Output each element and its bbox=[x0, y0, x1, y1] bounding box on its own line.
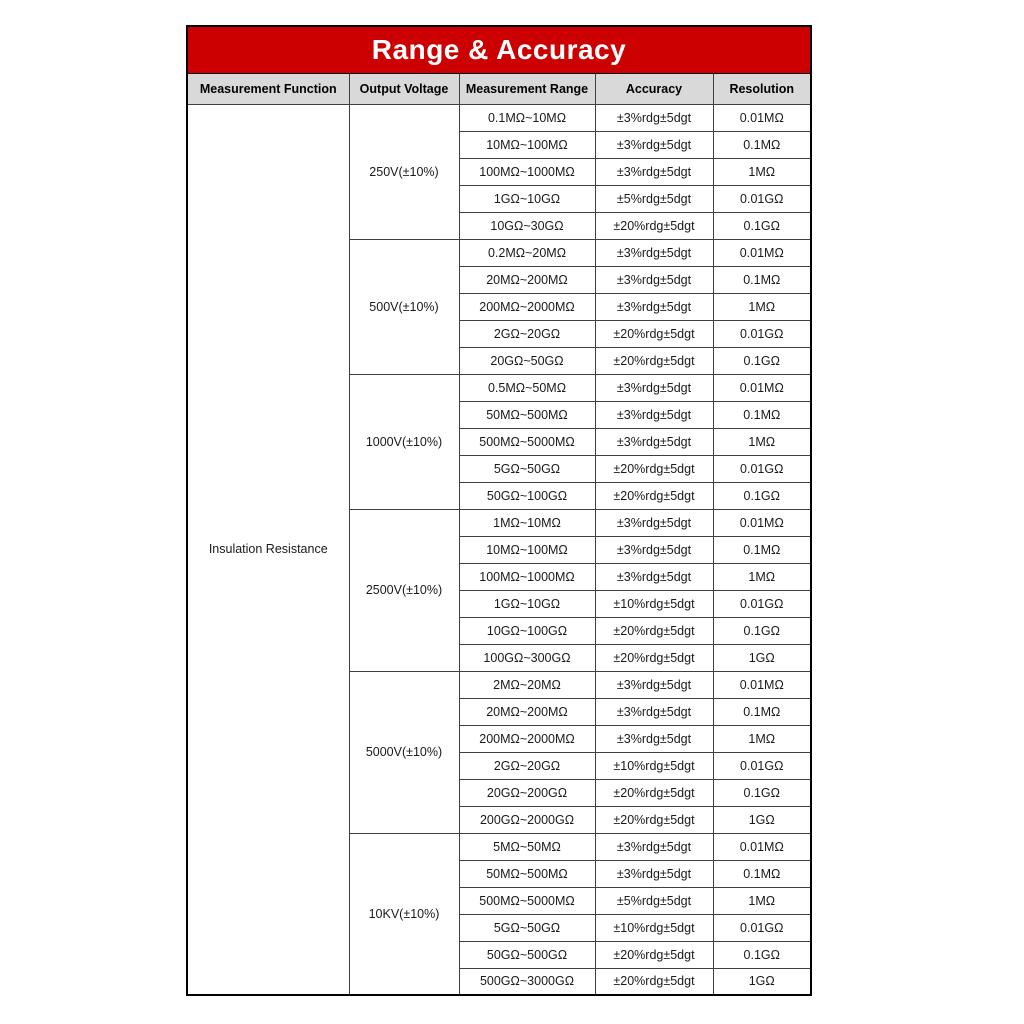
resolution-cell: 1MΩ bbox=[713, 293, 811, 320]
measurement-range-cell: 2MΩ~20MΩ bbox=[459, 671, 595, 698]
measurement-range-cell: 500MΩ~5000MΩ bbox=[459, 428, 595, 455]
resolution-cell: 0.1MΩ bbox=[713, 401, 811, 428]
accuracy-cell: ±3%rdg±5dgt bbox=[595, 833, 713, 860]
table-body bbox=[187, 104, 811, 995]
accuracy-cell: ±3%rdg±5dgt bbox=[595, 536, 713, 563]
resolution-cell: 1GΩ bbox=[713, 806, 811, 833]
resolution-cell: 0.01GΩ bbox=[713, 320, 811, 347]
accuracy-cell: ±3%rdg±5dgt bbox=[595, 401, 713, 428]
output-voltage-cell: 500V(±10%) bbox=[349, 239, 459, 374]
accuracy-cell: ±5%rdg±5dgt bbox=[595, 185, 713, 212]
measurement-range-cell: 50GΩ~100GΩ bbox=[459, 482, 595, 509]
accuracy-cell: ±20%rdg±5dgt bbox=[595, 455, 713, 482]
resolution-cell: 0.01MΩ bbox=[713, 374, 811, 401]
accuracy-cell: ±3%rdg±5dgt bbox=[595, 428, 713, 455]
accuracy-cell: ±3%rdg±5dgt bbox=[595, 698, 713, 725]
column-header-measurement-function: Measurement Function bbox=[187, 73, 349, 104]
column-header-resolution: Resolution bbox=[713, 73, 811, 104]
output-voltage-cell: 1000V(±10%) bbox=[349, 374, 459, 509]
resolution-cell: 0.01GΩ bbox=[713, 185, 811, 212]
measurement-range-cell: 200GΩ~2000GΩ bbox=[459, 806, 595, 833]
resolution-cell: 1MΩ bbox=[713, 428, 811, 455]
measurement-range-cell: 20GΩ~200GΩ bbox=[459, 779, 595, 806]
resolution-cell: 0.1GΩ bbox=[713, 779, 811, 806]
measurement-range-cell: 10GΩ~30GΩ bbox=[459, 212, 595, 239]
measurement-range-cell: 2GΩ~20GΩ bbox=[459, 752, 595, 779]
accuracy-cell: ±3%rdg±5dgt bbox=[595, 293, 713, 320]
column-header-accuracy: Accuracy bbox=[595, 73, 713, 104]
output-voltage-cell: 2500V(±10%) bbox=[349, 509, 459, 671]
output-voltage-cell: 10KV(±10%) bbox=[349, 833, 459, 995]
accuracy-cell: ±20%rdg±5dgt bbox=[595, 320, 713, 347]
accuracy-cell: ±10%rdg±5dgt bbox=[595, 914, 713, 941]
measurement-range-cell: 1GΩ~10GΩ bbox=[459, 590, 595, 617]
table-row bbox=[187, 104, 811, 131]
resolution-cell: 0.01GΩ bbox=[713, 590, 811, 617]
accuracy-cell: ±3%rdg±5dgt bbox=[595, 509, 713, 536]
resolution-cell: 0.01GΩ bbox=[713, 752, 811, 779]
column-header-output-voltage: Output Voltage bbox=[349, 73, 459, 104]
measurement-range-cell: 20MΩ~200MΩ bbox=[459, 698, 595, 725]
measurement-range-cell: 10MΩ~100MΩ bbox=[459, 131, 595, 158]
accuracy-cell: ±20%rdg±5dgt bbox=[595, 347, 713, 374]
column-header-row bbox=[187, 73, 811, 104]
resolution-cell: 1GΩ bbox=[713, 968, 811, 995]
accuracy-cell: ±10%rdg±5dgt bbox=[595, 752, 713, 779]
measurement-range-cell: 0.2MΩ~20MΩ bbox=[459, 239, 595, 266]
accuracy-cell: ±20%rdg±5dgt bbox=[595, 806, 713, 833]
measurement-range-cell: 5MΩ~50MΩ bbox=[459, 833, 595, 860]
resolution-cell: 0.01MΩ bbox=[713, 104, 811, 131]
measurement-range-cell: 200MΩ~2000MΩ bbox=[459, 725, 595, 752]
accuracy-cell: ±3%rdg±5dgt bbox=[595, 131, 713, 158]
measurement-range-cell: 10MΩ~100MΩ bbox=[459, 536, 595, 563]
measurement-range-cell: 500GΩ~3000GΩ bbox=[459, 968, 595, 995]
resolution-cell: 0.01MΩ bbox=[713, 833, 811, 860]
accuracy-cell: ±20%rdg±5dgt bbox=[595, 941, 713, 968]
accuracy-cell: ±3%rdg±5dgt bbox=[595, 671, 713, 698]
accuracy-cell: ±20%rdg±5dgt bbox=[595, 644, 713, 671]
measurement-function-cell: Insulation Resistance bbox=[187, 104, 349, 995]
output-voltage-cell: 250V(±10%) bbox=[349, 104, 459, 239]
measurement-range-cell: 5GΩ~50GΩ bbox=[459, 914, 595, 941]
accuracy-cell: ±5%rdg±5dgt bbox=[595, 887, 713, 914]
resolution-cell: 1MΩ bbox=[713, 563, 811, 590]
accuracy-cell: ±20%rdg±5dgt bbox=[595, 482, 713, 509]
output-voltage-cell: 5000V(±10%) bbox=[349, 671, 459, 833]
accuracy-cell: ±3%rdg±5dgt bbox=[595, 158, 713, 185]
resolution-cell: 0.01GΩ bbox=[713, 455, 811, 482]
measurement-range-cell: 1MΩ~10MΩ bbox=[459, 509, 595, 536]
resolution-cell: 0.1GΩ bbox=[713, 212, 811, 239]
accuracy-cell: ±3%rdg±5dgt bbox=[595, 266, 713, 293]
measurement-range-cell: 2GΩ~20GΩ bbox=[459, 320, 595, 347]
measurement-range-cell: 5GΩ~50GΩ bbox=[459, 455, 595, 482]
resolution-cell: 0.1GΩ bbox=[713, 482, 811, 509]
page-title: Range & Accuracy bbox=[187, 26, 811, 73]
measurement-range-cell: 50GΩ~500GΩ bbox=[459, 941, 595, 968]
accuracy-cell: ±20%rdg±5dgt bbox=[595, 617, 713, 644]
accuracy-cell: ±3%rdg±5dgt bbox=[595, 104, 713, 131]
measurement-range-cell: 200MΩ~2000MΩ bbox=[459, 293, 595, 320]
measurement-range-cell: 10GΩ~100GΩ bbox=[459, 617, 595, 644]
resolution-cell: 0.1GΩ bbox=[713, 941, 811, 968]
accuracy-cell: ±10%rdg±5dgt bbox=[595, 590, 713, 617]
resolution-cell: 1MΩ bbox=[713, 887, 811, 914]
measurement-range-cell: 20GΩ~50GΩ bbox=[459, 347, 595, 374]
resolution-cell: 0.1GΩ bbox=[713, 347, 811, 374]
resolution-cell: 0.01MΩ bbox=[713, 509, 811, 536]
resolution-cell: 0.1MΩ bbox=[713, 860, 811, 887]
resolution-cell: 0.01MΩ bbox=[713, 671, 811, 698]
measurement-range-cell: 100GΩ~300GΩ bbox=[459, 644, 595, 671]
resolution-cell: 0.1MΩ bbox=[713, 266, 811, 293]
resolution-cell: 1GΩ bbox=[713, 644, 811, 671]
measurement-range-cell: 50MΩ~500MΩ bbox=[459, 860, 595, 887]
table-title-row bbox=[187, 26, 811, 73]
accuracy-cell: ±3%rdg±5dgt bbox=[595, 725, 713, 752]
range-accuracy-table bbox=[186, 25, 812, 996]
accuracy-cell: ±3%rdg±5dgt bbox=[595, 563, 713, 590]
column-header-measurement-range: Measurement Range bbox=[459, 73, 595, 104]
resolution-cell: 0.1MΩ bbox=[713, 131, 811, 158]
accuracy-cell: ±3%rdg±5dgt bbox=[595, 239, 713, 266]
measurement-range-cell: 100MΩ~1000MΩ bbox=[459, 563, 595, 590]
accuracy-cell: ±20%rdg±5dgt bbox=[595, 968, 713, 995]
resolution-cell: 0.1MΩ bbox=[713, 698, 811, 725]
resolution-cell: 1MΩ bbox=[713, 158, 811, 185]
measurement-range-cell: 0.5MΩ~50MΩ bbox=[459, 374, 595, 401]
measurement-range-cell: 50MΩ~500MΩ bbox=[459, 401, 595, 428]
measurement-range-cell: 1GΩ~10GΩ bbox=[459, 185, 595, 212]
accuracy-cell: ±20%rdg±5dgt bbox=[595, 779, 713, 806]
resolution-cell: 0.1GΩ bbox=[713, 617, 811, 644]
resolution-cell: 1MΩ bbox=[713, 725, 811, 752]
resolution-cell: 0.1MΩ bbox=[713, 536, 811, 563]
accuracy-cell: ±20%rdg±5dgt bbox=[595, 212, 713, 239]
accuracy-cell: ±3%rdg±5dgt bbox=[595, 374, 713, 401]
measurement-range-cell: 20MΩ~200MΩ bbox=[459, 266, 595, 293]
measurement-range-cell: 500MΩ~5000MΩ bbox=[459, 887, 595, 914]
resolution-cell: 0.01GΩ bbox=[713, 914, 811, 941]
accuracy-cell: ±3%rdg±5dgt bbox=[595, 860, 713, 887]
measurement-range-cell: 0.1MΩ~10MΩ bbox=[459, 104, 595, 131]
resolution-cell: 0.01MΩ bbox=[713, 239, 811, 266]
measurement-range-cell: 100MΩ~1000MΩ bbox=[459, 158, 595, 185]
